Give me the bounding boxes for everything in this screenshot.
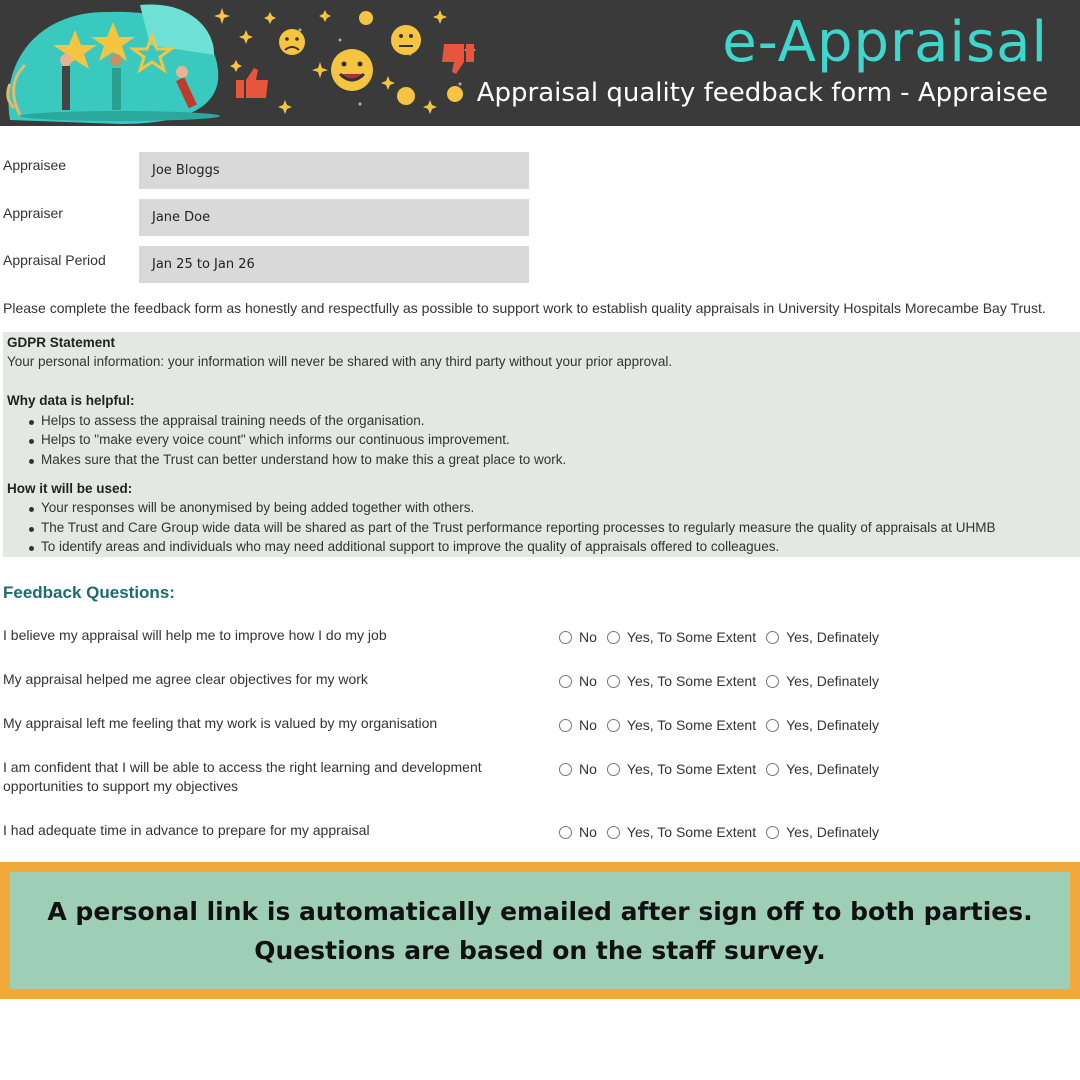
radio-some-extent[interactable] bbox=[607, 675, 620, 688]
gdpr-panel bbox=[3, 332, 1080, 557]
appraisal-period-field[interactable]: Jan 25 to Jan 26 bbox=[139, 246, 529, 283]
gdpr-title: GDPR Statement bbox=[7, 335, 116, 350]
radio-no[interactable] bbox=[559, 631, 572, 644]
callout-line: Questions are based on the staff survey. bbox=[254, 935, 826, 965]
why-item: Makes sure that the Trust can better understand how to make this a great place to work. bbox=[41, 452, 567, 467]
question-text: My appraisal left me feeling that my work is valued by my organisation bbox=[3, 715, 438, 731]
question-text: I am confident that I will be able to access the right learning and development opportunities to support my objectives bbox=[3, 759, 482, 794]
how-used-title: How it will be used: bbox=[7, 481, 133, 496]
sad-face-icon bbox=[279, 29, 305, 55]
callout-line: A personal link is automatically emailed after sign off to both parties. bbox=[47, 896, 1033, 926]
radio-some-extent[interactable] bbox=[607, 763, 620, 776]
callout-banner bbox=[0, 862, 1080, 999]
brand-title: e-Appraisal bbox=[722, 10, 1048, 75]
feedback-title: Feedback Questions: bbox=[3, 583, 175, 602]
radio-definately[interactable] bbox=[766, 719, 779, 732]
question-options: No Yes, To Some Extent Yes, Definately bbox=[559, 716, 889, 734]
how-item: The Trust and Care Group wide data will be shared as part of the Trust performance reporting processes to regularly measure the quality of appraisals at UHMB bbox=[41, 520, 996, 535]
thumbs-down-icon bbox=[442, 44, 474, 74]
page-subtitle: Appraisal quality feedback form - Appraisee bbox=[476, 78, 1048, 108]
question-options: No Yes, To Some Extent Yes, Definately bbox=[559, 628, 889, 646]
how-item: Your responses will be anonymised by being added together with others. bbox=[41, 500, 475, 515]
how-item: To identify areas and individuals who may need additional support to improve the quality of appraisals offered to colleagues. bbox=[41, 539, 780, 554]
header-banner bbox=[0, 0, 1080, 126]
why-item: Helps to assess the appraisal training needs of the organisation. bbox=[41, 413, 425, 428]
appraisee-label: Appraisee bbox=[3, 157, 67, 173]
radio-some-extent[interactable] bbox=[607, 719, 620, 732]
radio-definately[interactable] bbox=[766, 763, 779, 776]
radio-no[interactable] bbox=[559, 826, 572, 839]
radio-no[interactable] bbox=[559, 719, 572, 732]
appraiser-field[interactable]: Jane Doe bbox=[139, 199, 529, 236]
appraisee-field[interactable]: Joe Bloggs bbox=[139, 152, 529, 189]
radio-definately[interactable] bbox=[766, 675, 779, 688]
happy-face-icon bbox=[331, 49, 373, 91]
radio-some-extent[interactable] bbox=[607, 826, 620, 839]
why-data-title: Why data is helpful: bbox=[7, 393, 135, 408]
question-options: No Yes, To Some Extent Yes, Definately bbox=[559, 672, 889, 690]
intro-text: Please complete the feedback form as honestly and respectfully as possible to support work to establish quality appraisals in University Hospitals Morecambe Bay Trust. bbox=[3, 300, 1046, 316]
radio-definately[interactable] bbox=[766, 826, 779, 839]
appraisal-period-label: Appraisal Period bbox=[3, 252, 106, 268]
thumbs-up-icon bbox=[236, 68, 268, 98]
callout-panel bbox=[10, 872, 1070, 989]
question-text: My appraisal helped me agree clear objectives for my work bbox=[3, 671, 368, 687]
star-rating-illustration-icon bbox=[0, 0, 480, 126]
radio-some-extent[interactable] bbox=[607, 631, 620, 644]
radio-definately[interactable] bbox=[766, 631, 779, 644]
why-item: Helps to "make every voice count" which informs our continuous improvement. bbox=[41, 432, 510, 447]
gdpr-statement: Your personal information: your information will never be shared with any third party without your prior approval. bbox=[7, 354, 673, 369]
radio-no[interactable] bbox=[559, 763, 572, 776]
question-text: I had adequate time in advance to prepare for my appraisal bbox=[3, 822, 370, 838]
radio-no[interactable] bbox=[559, 675, 572, 688]
appraiser-label: Appraiser bbox=[3, 205, 63, 221]
question-options: No Yes, To Some Extent Yes, Definately bbox=[559, 823, 889, 841]
neutral-face-icon bbox=[391, 25, 421, 55]
question-options: No Yes, To Some Extent Yes, Definately bbox=[559, 760, 889, 778]
question-text: I believe my appraisal will help me to improve how I do my job bbox=[3, 627, 387, 643]
